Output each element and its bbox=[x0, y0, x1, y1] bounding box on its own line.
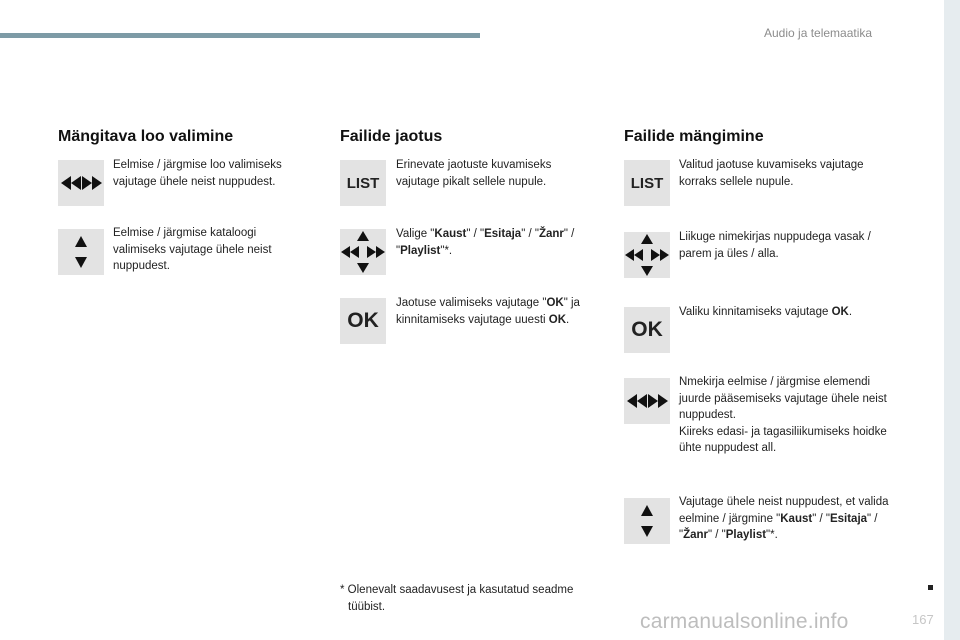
ok-button-label: OK bbox=[347, 309, 379, 332]
list-long-press-description: Erinevate jaotuste kuvamiseks vajutage pikalt sellele nupule. bbox=[396, 159, 552, 188]
list-button-label: LIST bbox=[346, 174, 380, 192]
track-select-description: Eelmise / järgmise loo valimiseks vajutage ühele neist nuppudest. bbox=[113, 159, 282, 188]
select-classification-description: Valige "Kaust" / "Esitaja" / "Žanr" / "Playlist"*. bbox=[396, 228, 575, 257]
watermark: carmanualsonline.info bbox=[640, 610, 849, 633]
list-button bbox=[340, 160, 386, 206]
header-accent-bar bbox=[0, 33, 480, 38]
four-way-arrows-icon bbox=[340, 229, 386, 275]
up-down-arrows-button bbox=[58, 229, 104, 275]
page-side-strip bbox=[944, 0, 960, 640]
footnote bbox=[340, 582, 573, 615]
four-way-arrows-icon bbox=[624, 232, 670, 278]
folder-select-description: Eelmise / järgmise kataloogi valimiseks vajutage ühele neist nuppudest. bbox=[113, 227, 272, 272]
confirm-selection-description: Valiku kinnitamiseks vajutage OK. bbox=[679, 306, 853, 318]
ok-button bbox=[340, 298, 386, 344]
page-number: 167 bbox=[912, 612, 934, 627]
confirm-classification-description: Jaotuse valimiseks vajutage "OK" ja kinnitamiseks vajutage uuesti OK. bbox=[396, 297, 580, 326]
up-down-arrows-icon bbox=[58, 229, 104, 275]
list-short-press-description: Valitud jaotuse kuvamiseks vajutage korraks sellele nupule. bbox=[679, 159, 864, 188]
section-marker bbox=[928, 585, 933, 590]
left-right-arrows-button bbox=[58, 160, 104, 206]
list-button-label: LIST bbox=[630, 174, 664, 192]
list-button bbox=[624, 160, 670, 206]
footnote-line-1: * Olenevalt saadavusest ja kasutatud seadme bbox=[340, 584, 574, 596]
column-title-file-playback: Failide mängimine bbox=[624, 128, 764, 145]
up-down-arrows-button bbox=[624, 498, 670, 544]
up-down-arrows-icon bbox=[624, 498, 670, 544]
previous-next-element-description: Nmekirja eelmise / järgmise elemendi juurde pääsemiseks vajutage ühele neist nuppudest. Kiireks edasi- ja tagasiliikumiseks hoidke ühte nuppudest all. bbox=[679, 376, 887, 454]
left-right-arrows-icon bbox=[624, 378, 670, 424]
four-way-arrows-button bbox=[340, 229, 386, 275]
left-right-arrows-button bbox=[624, 378, 670, 424]
column-title-file-classification: Failide jaotus bbox=[340, 128, 443, 145]
column-title-track-selection: Mängitava loo valimine bbox=[58, 128, 234, 145]
footnote-line-2: tüübist. bbox=[348, 600, 386, 613]
left-right-arrows-icon bbox=[58, 160, 104, 206]
previous-next-category-description: Vajutage ühele neist nuppudest, et valida eelmine / järgmine "Kaust" / "Esitaja" / "Žanr" / "Playlist"*. bbox=[679, 496, 889, 541]
ok-button-label: OK bbox=[631, 318, 663, 341]
navigate-list-description: Liikuge nimekirjas nuppudega vasak / parem ja üles / alla. bbox=[679, 231, 871, 260]
section-title: Audio ja telemaatika bbox=[764, 26, 873, 40]
ok-button bbox=[624, 307, 670, 353]
four-way-arrows-button bbox=[624, 232, 670, 278]
